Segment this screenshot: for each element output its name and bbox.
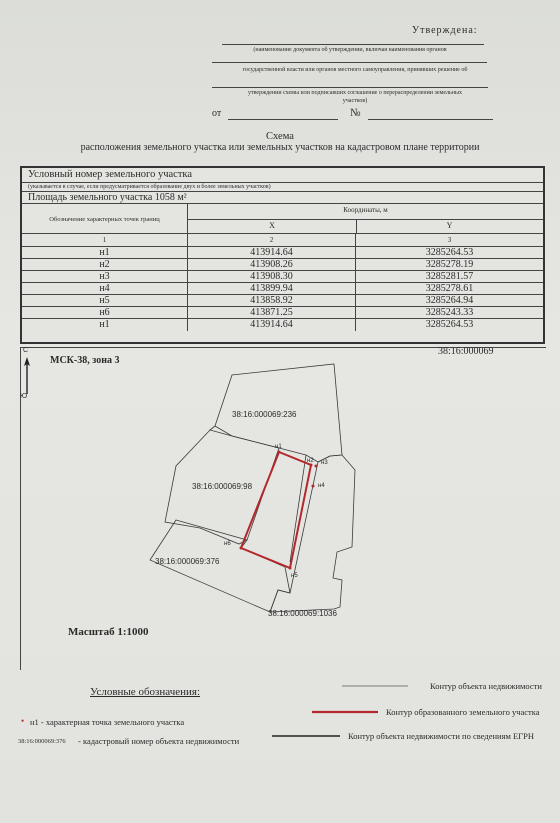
header-caption-3: утверждении схемы или подписавших соглашение о перераспределении земельных: [248, 90, 462, 96]
legend-contour-egrn: Контур объекта недвижимости по сведениям ЕГРН: [348, 731, 534, 741]
south-label: Ю: [20, 393, 28, 400]
point-cell: н2: [22, 259, 188, 270]
from-label: от: [212, 108, 222, 119]
contour-line: [290, 455, 306, 562]
x-cell: 413899.94: [188, 283, 356, 294]
point-cell: н3: [22, 271, 188, 282]
legend-point-marker-icon: •: [21, 716, 25, 726]
y-cell: 3285264.94: [425, 295, 474, 306]
formed-parcel-outline: [241, 452, 311, 568]
point-n3-label: н3: [321, 460, 328, 466]
point-n4-label: н4: [318, 483, 325, 489]
y-cell: 3285281.57: [425, 271, 474, 282]
point-n5-marker: [289, 567, 292, 570]
quarter-number: 38:16:000069: [438, 346, 494, 357]
scheme-subtitle: расположения земельного участка или земельных участков на кадастровом плане территории: [80, 142, 480, 153]
y-cell: 3285264.53: [425, 319, 474, 330]
parcel-376-label: 38:16:000069:376: [155, 557, 220, 566]
x-cell: 413858.92: [188, 295, 356, 306]
legend-contour-object: Контур объекта недвижимости: [430, 681, 542, 691]
legend-cadastral-example: 38:16:000069:376: [18, 738, 66, 745]
coordinate-system: МСК-38, зона 3: [50, 355, 120, 366]
scheme-title: Схема: [266, 131, 294, 142]
point-n1-marker: [278, 451, 281, 454]
header-caption-1: (наименование документа об утверждении, включая наименования органов: [253, 47, 447, 53]
column-number-3: 3: [447, 236, 452, 244]
point-n5-label: н5: [291, 573, 298, 579]
map-scale: Масштаб 1:1000: [68, 626, 149, 638]
point-cell: н6: [22, 307, 188, 318]
x-cell: 413914.64: [188, 247, 356, 258]
column-number-1: 1: [22, 234, 188, 246]
parcel-98-label: 38:16:000069:98: [192, 482, 253, 491]
col-x-header: X: [188, 219, 357, 233]
col-points-header: Обозначение характерных точек границ: [49, 216, 160, 223]
col-y-header: Y: [446, 221, 453, 230]
y-cell: 3285243.33: [425, 307, 474, 318]
header-caption-3b: участков): [342, 98, 368, 104]
point-cell: н1: [22, 247, 188, 258]
legend-title: Условные обозначения:: [90, 686, 201, 698]
point-n1-label: н1: [275, 444, 282, 450]
y-cell: 3285278.61: [425, 283, 474, 294]
point-cell: н5: [22, 295, 188, 306]
legend-cadastral-desc: - кадастровый номер объекта недвижимости: [78, 736, 240, 746]
parcel-title: Условный номер земельного участка: [28, 169, 193, 180]
x-cell: 413871.25: [188, 307, 356, 318]
x-cell: 413908.26: [188, 259, 356, 270]
parcel-376-outline: [150, 520, 290, 612]
x-cell: 413908.30: [188, 271, 356, 282]
legend-contour-formed: Контур образованного земельного участка: [386, 707, 540, 717]
header-caption-2: государственной власти или органов местного самоуправления, принявших решение об: [242, 67, 468, 73]
point-cell: н1: [22, 319, 188, 331]
y-cell: 3285264.53: [425, 247, 474, 258]
legend-point-desc: н1 - характерная точка земельного участка: [30, 717, 185, 727]
area-text: Площадь земельного участка 1058 м²: [28, 192, 187, 203]
approved-label: Утверждена:: [412, 25, 478, 36]
y-cell: 3285278.19: [425, 259, 474, 270]
col-coords-header: Координаты, м: [188, 204, 543, 220]
point-n4-marker: [312, 485, 315, 488]
column-number-2: 2: [188, 234, 356, 246]
point-n6-marker: [240, 547, 243, 550]
number-label: №: [350, 107, 361, 119]
point-n2-label: н2: [307, 458, 314, 464]
point-cell: н4: [22, 283, 188, 294]
parcel-note: (указывается в случае, если предусматривается образование двух и более земельных участков): [28, 184, 271, 190]
parcel-1036-outline: [270, 455, 355, 612]
point-n3-marker: [315, 465, 318, 468]
north-label: С: [23, 347, 29, 354]
point-n6-label: н6: [224, 541, 231, 547]
x-cell: 413914.64: [188, 319, 356, 331]
parcel-236-label: 38:16:000069:236: [232, 410, 297, 419]
parcel-1036-label: 38:16:000069:1036: [268, 609, 337, 618]
